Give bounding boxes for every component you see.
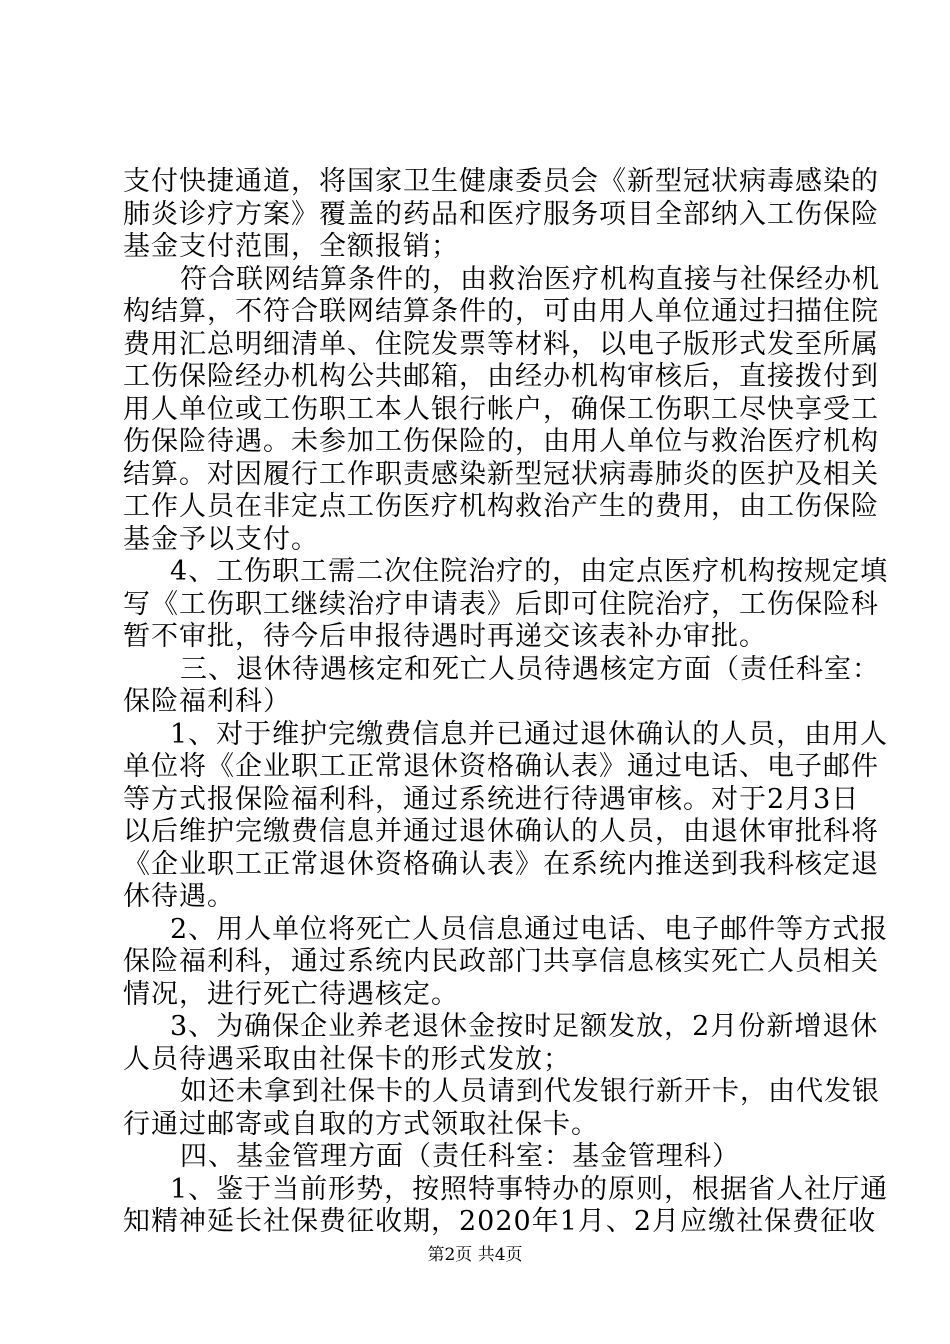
section-heading: 保险福利科）: [123, 686, 291, 717]
text-line: 如还未拿到社保卡的人员请到代发银行新开卡，由代发银: [180, 1076, 880, 1107]
text-line: 支付快捷通道，将国家卫生健康委员会《新型冠状病毒感染的: [123, 166, 879, 197]
text-line: 情况，进行死亡待遇核定。: [123, 978, 459, 1010]
text-line: 肺炎诊疗方案》覆盖的药品和医疗服务项目全部纳入工伤保险: [123, 198, 879, 230]
text-line: 1、鉴于当前形势，按照特事特办的原则，根据省人社厅通: [170, 1173, 889, 1205]
text-line: 写《工伤职工继续治疗申请表》后即可住院治疗，工伤保险科: [123, 588, 879, 620]
text-line: 休待遇。: [123, 881, 235, 912]
text-line: 工作人员在非定点工伤医疗机构救治产生的费用，由工伤保险: [123, 491, 879, 522]
section-heading: 四、基金管理方面（责任科室：基金管理科）: [180, 1141, 740, 1172]
text-line: 符合联网结算条件的，由救治医疗机构直接与社保经办机: [180, 263, 880, 295]
text-line: 单位将《企业职工正常退休资格确认表》通过电话、电子邮件: [123, 751, 879, 782]
text-line: 知精神延长社保费征收期，2020年1月、2月应缴社保费征收: [123, 1206, 877, 1237]
text-line: 伤保险待遇。未参加工伤保险的，由用人单位与救治医疗机构: [123, 426, 879, 457]
text-line: 2、用人单位将死亡人员信息通过电话、电子邮件等方式报: [170, 913, 889, 945]
text-line: 行通过邮寄或自取的方式领取社保卡。: [123, 1108, 599, 1140]
text-line: 3、为确保企业养老退休金按时足额发放，2月份新增退休: [170, 1011, 879, 1042]
text-line: 工伤保险经办机构公共邮箱，由经办机构审核后，直接拨付到: [123, 361, 879, 392]
text-line: 人员待遇采取由社保卡的形式发放；: [123, 1043, 571, 1075]
text-line: 基金予以支付。: [123, 523, 319, 555]
text-line: 构结算，不符合联网结算条件的，可由用人单位通过扫描住院: [123, 296, 879, 327]
text-line: 保险福利科，通过系统内民政部门共享信息核实死亡人员相关: [123, 946, 879, 977]
text-line: 基金支付范围，全额报销；: [123, 231, 459, 262]
text-line: 以后维护完缴费信息并通过退休确认的人员，由退休审批科将: [123, 816, 879, 847]
section-heading: 三、退休待遇核定和死亡人员待遇核定方面（责任科室：: [180, 653, 880, 685]
text-line: 4、工伤职工需二次住院治疗的，由定点医疗机构按规定填: [170, 556, 889, 587]
text-line: 《企业职工正常退休资格确认表》在系统内推送到我科核定退: [123, 848, 879, 880]
page-number-footer: 第2页 共4页: [427, 1245, 523, 1265]
text-line: 1、对于维护完缴费信息并已通过退休确认的人员，由用人: [170, 718, 889, 750]
text-line: 结算。对因履行工作职责感染新型冠状病毒肺炎的医护及相关: [123, 458, 879, 490]
text-line: 等方式报保险福利科，通过系统进行待遇审核。对于2月3日: [123, 783, 860, 815]
text-line: 费用汇总明细清单、住院发票等材料，以电子版形式发至所属: [123, 328, 879, 360]
text-line: 用人单位或工伤职工本人银行帐户，确保工伤职工尽快享受工: [123, 393, 879, 425]
text-line: 暂不审批，待今后申报待遇时再递交该表补办审批。: [123, 621, 767, 652]
